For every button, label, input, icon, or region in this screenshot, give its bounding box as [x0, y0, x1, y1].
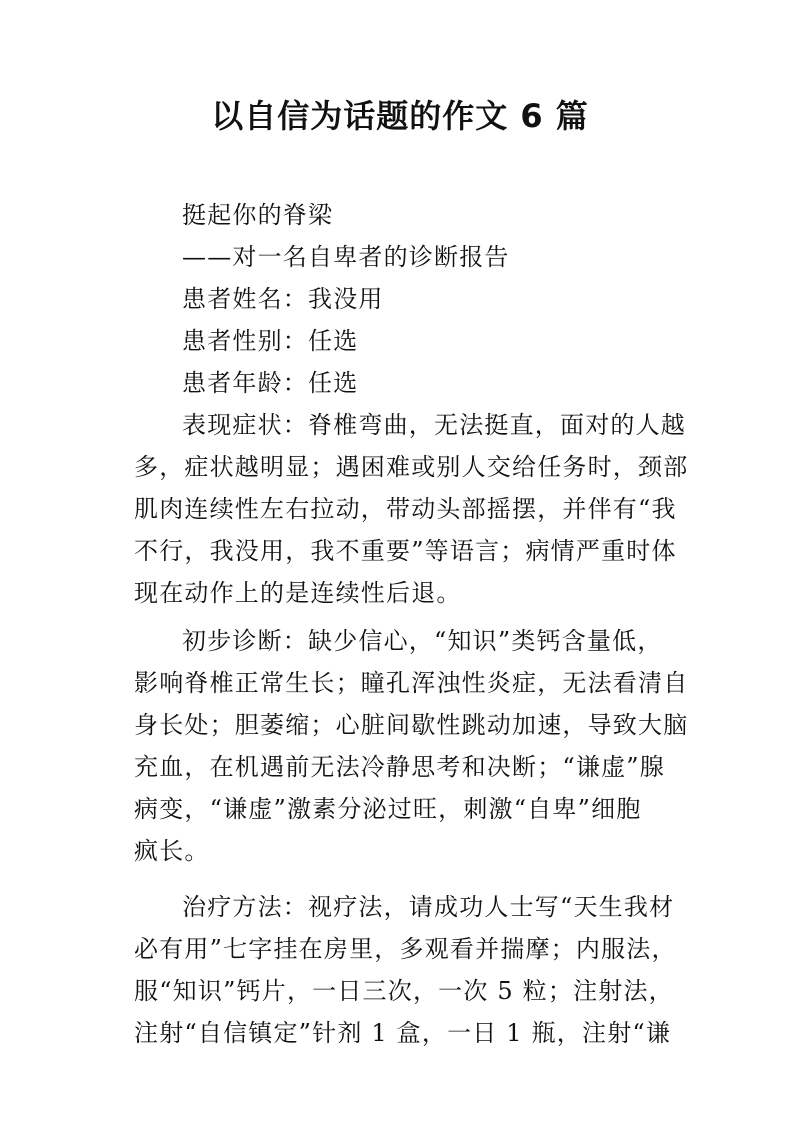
symptoms-line: 肌肉连续性左右拉动，带动头部摇摆，并伴有“我	[134, 495, 677, 523]
symptoms-line: 不行，我没用，我不重要”等语言；病情严重时体	[134, 537, 677, 565]
essay-subtitle: ——对一名自卑者的诊断报告	[182, 243, 510, 271]
treatment-line: 必有用”七字挂在房里，多观看并揣摩；内服法，	[134, 935, 677, 963]
diagnosis-line: 疯长。	[134, 837, 210, 865]
symptoms-line: 多，症状越明显；遇困难或别人交给任务时，颈部	[134, 453, 689, 481]
treatment-line: 注射“自信镇定”针剂 1 盒，一日 1 瓶，注射“谦	[134, 1019, 672, 1047]
symptoms-line: 现在动作上的是连续性后退。	[134, 579, 462, 607]
diagnosis-line: 病变，“谦虚”激素分泌过旺，刺激“自卑”细胞	[134, 795, 642, 823]
diagnosis-line: 影响脊椎正常生长；瞳孔浑浊性炎症，无法看清自	[134, 669, 689, 697]
patient-name-line: 患者姓名：我没用	[182, 285, 384, 313]
diagnosis-line: 身长处；胆萎缩；心脏间歇性跳动加速，导致大脑	[134, 711, 689, 739]
diagnosis-line: 初步诊断：缺少信心，“知识”类钙含量低，	[182, 627, 663, 655]
document-title: 以自信为话题的作文 6 篇	[211, 97, 589, 135]
patient-age-line: 患者年龄：任选	[182, 369, 359, 397]
symptoms-line: 表现症状：脊椎弯曲，无法挺直，面对的人越	[182, 411, 686, 439]
document-body	[134, 194, 689, 1054]
diagnosis-line: 充血，在机遇前无法冷静思考和决断；“谦虚”腺	[134, 753, 665, 781]
essay-title: 挺起你的脊梁	[182, 201, 334, 229]
patient-gender-line: 患者性别：任选	[182, 327, 359, 355]
treatment-line: 治疗方法：视疗法，请成功人士写“天生我材	[182, 893, 675, 921]
treatment-line: 服“知识”钙片，一日三次，一次 5 粒；注射法，	[134, 977, 674, 1005]
